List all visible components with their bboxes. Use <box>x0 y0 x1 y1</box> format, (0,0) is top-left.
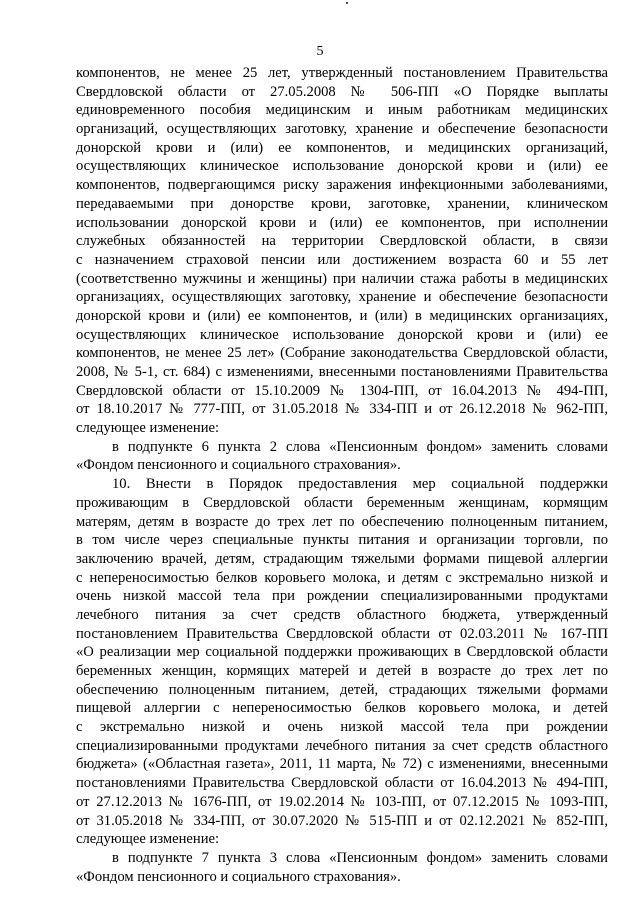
text-line: матерям, детям в возрасте до трех лет по обеспечению полноценным питанием, <box>76 513 608 530</box>
text-line: компонентов, не менее 25 лет» (Собрание законодательства Свердловской области, <box>76 345 608 362</box>
text-line: лечебного питания за счет средств областного бюджета, утвержденный <box>76 606 608 623</box>
text-line: очень низкой массой тела при рождении специализированными продуктами <box>76 588 608 605</box>
text-line: Свердловской области от 15.10.2009 № 1304-ПП, от 16.04.2013 № 494-ПП, <box>76 382 608 399</box>
text-line: следующее изменение: <box>76 831 220 848</box>
text-line: «О реализации мер социальной поддержки проживающих в Свердловской области <box>76 644 608 661</box>
text-line: пищевой аллергии с непереносимостью белков коровьего молока, и детей <box>76 700 608 717</box>
text-line: постановлениями Правительства Свердловской области от 16.04.2013 № 494-ПП, <box>76 775 608 792</box>
text-line: организациях, осуществляющих заготовку, хранение и обеспечение безопасности <box>76 289 608 306</box>
text-line: с назначением страховой пенсии или достижением возраста 60 и 55 лет <box>76 251 608 268</box>
text-line: Свердловской области от 27.05.2008 № 506-ПП «О Порядке выплаты <box>76 83 608 100</box>
text-line: с непереносимостью белков коровьего молока, и детям с экстремально низкой и <box>76 569 608 586</box>
text-line: организаций, осуществляющих заготовку, хранение и обеспечение безопасности <box>76 121 608 138</box>
text-line: служебных обязанностей на территории Свердловской области, в связи <box>76 233 608 250</box>
document-body <box>76 64 608 886</box>
text-line: донорской крови и (или) ее компонентов, и медицинских организаций, <box>76 139 608 156</box>
text-line: компонентов, не менее 25 лет, утвержденный постановлением Правительства <box>76 65 608 81</box>
text-line: осуществляющих клиническое использование донорской крови и (или) ее <box>76 326 608 343</box>
text-line: от 18.10.2017 № 777-ПП, от 31.05.2018 № 334-ПП и от 26.12.2018 № 962-ПП, <box>76 401 608 418</box>
text-line: заключению врачей, детям, страдающим тяжелыми формами пищевой аллергии <box>76 550 608 567</box>
text-line: компонентов, подвергающимся риску заражения инфекционными заболеваниями, <box>76 177 608 194</box>
text-line: следующее изменение: <box>76 420 220 437</box>
text-line: от 31.05.2018 № 334-ПП, от 30.07.2020 № 515-ПП и от 02.12.2021 № 852-ПП, <box>76 812 608 829</box>
text-line: от 27.12.2013 № 1676-ПП, от 19.02.2014 № 103-ПП, от 07.12.2015 № 1093-ПП, <box>76 793 608 810</box>
text-line: в подпункте 6 пункта 2 слова «Пенсионным фондом» заменить словами <box>112 438 608 455</box>
text-line: в том числе через специальные пункты питания и организации торговли, по <box>76 532 608 549</box>
text-line: осуществляющих клиническое использование донорской крови и (или) ее <box>76 158 608 175</box>
text-line: беременных женщин, кормящих матерей и детей в возрасте до трех лет по <box>76 663 608 679</box>
text-line: 2008, № 5-1, ст. 684) с изменениями, внесенными постановлениями Правительства <box>76 364 608 380</box>
text-line: постановлением Правительства Свердловской области от 02.03.2011 № 167-ПП <box>76 625 608 642</box>
scan-artifact <box>346 2 348 4</box>
text-line: проживающим в Свердловской области беременным женщинам, кормящим <box>76 494 608 511</box>
text-line: (соответственно мужчины и женщины) при наличии стажа работы в медицинских <box>76 270 608 287</box>
text-line: обеспечению полноценным питанием, детей, страдающих тяжелыми формами <box>76 681 608 698</box>
text-line: в подпункте 7 пункта 3 слова «Пенсионным фондом» заменить словами <box>112 849 608 866</box>
text-line: «Фондом пенсионного и социального страхования». <box>76 457 401 474</box>
text-line: использовании донорской крови и (или) ее компонентов, при исполнении <box>76 214 608 231</box>
text-line: донорской крови и (или) ее компонентов, и (или) в медицинских организациях, <box>76 307 608 324</box>
text-line: «Фондом пенсионного и социального страхования». <box>76 868 401 885</box>
text-line: 10. Внести в Порядок предоставления мер социальной поддержки <box>112 476 608 493</box>
text-line: специализированными продуктами лечебного питания за счет средств областного <box>76 737 608 754</box>
text-line: с экстремально низкой и очень низкой массой тела при рождении <box>76 719 608 736</box>
text-line: единовременного пособия медицинским и иным работникам медицинских <box>76 102 608 119</box>
text-line: бюджета» («Областная газета», 2011, 11 марта, № 72) с изменениями, внесенными <box>76 756 608 773</box>
text-line: передаваемыми при донорстве крови, заготовке, хранении, клиническом <box>76 195 608 212</box>
page-number: 5 <box>316 44 324 59</box>
